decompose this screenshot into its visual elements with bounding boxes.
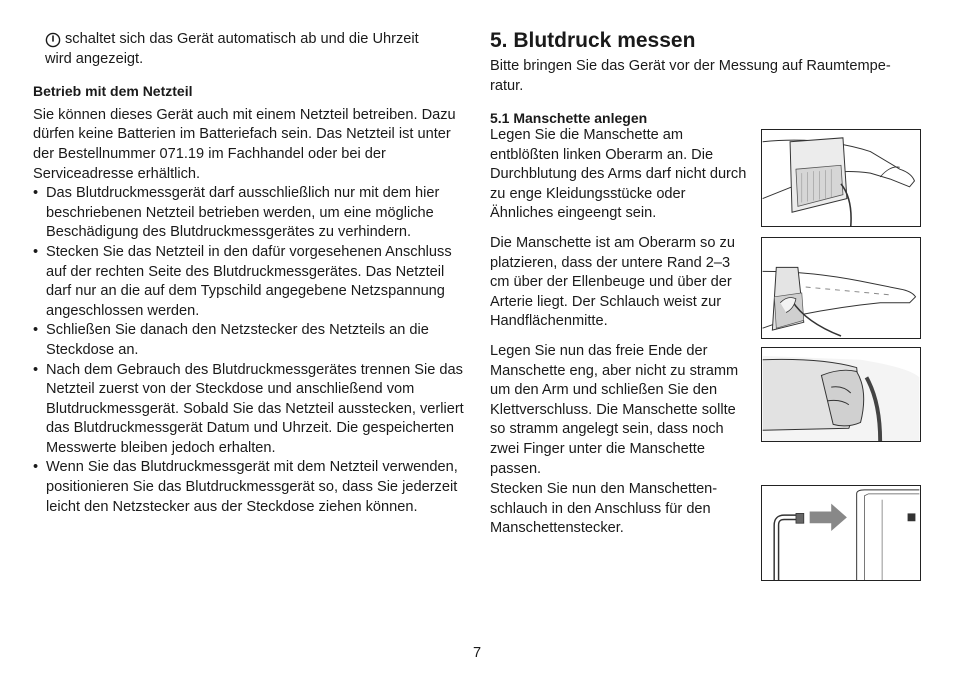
subsection-heading: 5.1 Manschette anlegen [490,110,648,127]
intro-text-line2: wird angezeigt. [45,50,144,67]
netzteil-bullet-list [33,184,465,517]
bullet-item: • Nach dem Gebrauch des Blutdruckmessgerätes trennen Sie das Netzteil zuerst von der Steckdose und anschließend vom Blutdruckmessgerät. Sobald Sie das Netzteil ausstecken, verliert das Blutdruckmessgerät Datum und Uhrzeit. Die gespeicherten Messwerte bleiben jedoch erhalten. [33,361,465,459]
figure-cuff-closing [761,347,921,442]
section-intro: Bitte bringen Sie das Gerät vor der Messung auf Raumtempe-ratur. [490,58,891,94]
figure-hose-connector [761,485,921,581]
cuff-position-illustration [762,238,920,338]
instruction-block [490,234,752,332]
page-number: 7 [472,645,482,661]
instruction-text: Legen Sie die Manschette am entblößten linken Oberarm an. Die Durchblutung des Arms darf nicht durch zu enge Kleidungsstücke oder Ähnliches eingeengt sein. [490,127,747,222]
figure-cuff-position [761,237,921,339]
cuff-arm-illustration [762,130,920,226]
instruction-text: Stecken Sie nun den Manschetten-schlauch in den Anschluss für den Manschettenstecker. [490,481,718,537]
bullet-item: • Schließen Sie danach den Netzstecker des Netzteils an die Steckdose an. [33,321,465,360]
figure-cuff-on-arm [761,129,921,227]
subheading-netzteil: Betrieb mit dem Netzteil [33,83,193,100]
instruction-text: Legen Sie nun das freie Ende der Manschette eng, aber nicht zu stramm um den Arm und schließen Sie den Klettverschluss. Die Manschette sollte so stramm angelegt sein, dass noch zwei Finger unter die Manschette passen. [490,343,739,477]
netzteil-paragraph: Sie können dieses Gerät auch mit einem Netzteil betreiben. Dazu dürfen keine Batterien im Batteriefach sein. Das Netzteil ist unter der Bestellnummer 071.19 im Fachhandel oder bei der Serviceadresse erhältlich. [33,106,456,182]
section-heading: 5. Blutdruck messen [490,29,696,52]
instruction-block [490,126,752,224]
hose-connector-illustration [762,486,920,580]
instruction-block [490,480,752,539]
intro-line [33,30,465,50]
intro-text-line1: schaltet sich das Gerät automatisch ab und die Uhrzeit [65,31,419,47]
bullet-item: • Wenn Sie das Blutdruckmessgerät mit dem Netzteil verwenden, positionieren Sie das Blutdruckmessgerät so, dass Sie jederzeit leicht den Netzstecker aus der Steckdose ziehen können. [33,458,465,517]
bullet-item: • Das Blutdruckmessgerät darf ausschließlich nur mit dem hier beschriebenen Netzteil betrieben werden, um eine mögliche Beschädigung des Blutdruckmessgerätes zu verhindern. [33,184,465,243]
cuff-closing-illustration [762,348,920,441]
bullet-item: • Stecken Sie das Netzteil in den dafür vorgesehenen Anschluss auf der rechten Seite des Blutdruckmessgerätes. Das Netzteil darf nur an die auf dem Typschild angegebene Netzspannung angeschlossen werden. [33,243,465,321]
right-column [490,30,922,133]
instruction-block [490,342,752,479]
left-column [33,30,465,517]
power-icon [45,32,61,48]
instruction-text: Die Manschette ist am Oberarm so zu platzieren, dass der untere Rand 2–3 cm über der Ellenbeuge und über der Arterie liegt. Der Schlauch weist zur Handflächenmitte. [490,235,735,330]
